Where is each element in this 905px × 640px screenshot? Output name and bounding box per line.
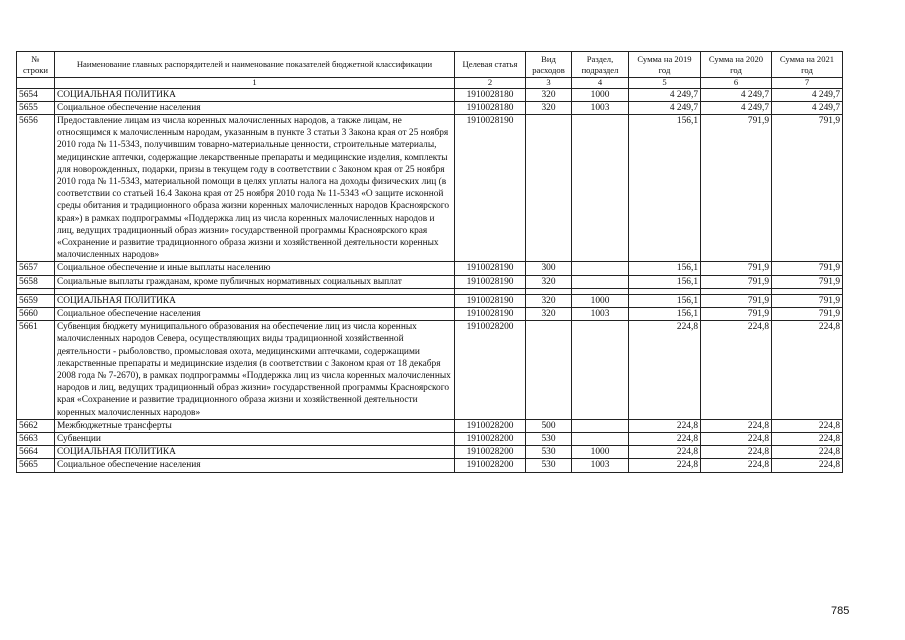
table-row — [17, 294, 843, 307]
row-target-article: 1910028200 — [455, 433, 526, 446]
row-sum-2019: 156,1 — [629, 262, 701, 275]
row-sum-2021: 791,9 — [772, 308, 843, 321]
header-name: Наименование главных распорядителей и наименование показателей бюджетной классификации — [55, 52, 455, 78]
row-sum-2020: 791,9 — [701, 262, 772, 275]
row-target-article: 1910028190 — [455, 294, 526, 307]
row-sum-2019: 4 249,7 — [629, 101, 701, 114]
row-section — [572, 115, 629, 262]
row-name: Субвенции — [55, 433, 455, 446]
column-number: 3 — [526, 78, 572, 89]
row-number: 5659 — [17, 294, 55, 307]
row-name: СОЦИАЛЬНАЯ ПОЛИТИКА — [55, 446, 455, 459]
row-name: Субвенция бюджету муниципального образования на обеспечение лиц из числа коренных малочисленных народов Севера, осуществляющих виды традиционной хозяйственной деятельности - рыболовство, промысловая охота, медицинскими аптечками, содержащими лекарственные препараты и медицинские изделия (в соответствии с Законом края от 18 декабря 2008 года № 7-2670), в рамках подпрограммы «Поддержка лиц из числа коренных малочисленных народов и лиц, ведущих традиционный образ жизни» государственной программы Красноярского края «Сохранение и развитие традиционного образа жизни и хозяйственной деятельности коренных малочисленных народов» — [55, 321, 455, 420]
row-section — [572, 275, 629, 288]
row-expense-type: 320 — [526, 88, 572, 101]
row-section — [572, 419, 629, 432]
row-sum-2020: 224,8 — [701, 446, 772, 459]
row-number: 5656 — [17, 115, 55, 262]
row-sum-2021: 4 249,7 — [772, 88, 843, 101]
row-target-article: 1910028190 — [455, 308, 526, 321]
row-expense-type: 530 — [526, 459, 572, 472]
row-number: 5655 — [17, 101, 55, 114]
row-sum-2021: 791,9 — [772, 115, 843, 262]
row-section: 1003 — [572, 308, 629, 321]
row-sum-2021: 791,9 — [772, 294, 843, 307]
row-target-article: 1910028200 — [455, 459, 526, 472]
row-number: 5658 — [17, 275, 55, 288]
row-sum-2019: 4 249,7 — [629, 88, 701, 101]
row-target-article: 1910028200 — [455, 419, 526, 432]
row-expense-type — [526, 115, 572, 262]
row-expense-type: 500 — [526, 419, 572, 432]
row-name: Социальное обеспечение населения — [55, 101, 455, 114]
row-expense-type: 530 — [526, 446, 572, 459]
row-sum-2019: 224,8 — [629, 459, 701, 472]
row-section: 1000 — [572, 446, 629, 459]
row-sum-2021: 224,8 — [772, 419, 843, 432]
row-sum-2021: 224,8 — [772, 459, 843, 472]
budget-table — [16, 51, 843, 473]
header-section: Раздел, подраздел — [572, 52, 629, 78]
budget-table-sheet — [16, 51, 842, 473]
row-number: 5662 — [17, 419, 55, 432]
row-target-article: 1910028180 — [455, 101, 526, 114]
row-sum-2021: 4 249,7 — [772, 101, 843, 114]
row-name: Предоставление лицам из числа коренных малочисленных народов, а также лицам, не относящимся к малочисленным народам, указанным в пункте 3 статьи 3 Закона края от 25 ноября 2010 года № 11-5343, получившим товарно-материальные ценности, строительные материалы, медицинские аптечки, содержащие лекарственные препараты и медицинские изделия, комплекты для новорожденных, подарки, призы в текущем году в соответствии с Законом края от 25 ноября 2010 года № 11-5343, материальной помощи в целях уплаты налога на доходы физических лиц (в соответствии со статьей 16.4 Закона края от 25 ноября 2010 года № 11-5343 «О защите исконной среды обитания и традиционного образа жизни коренных малочисленных народов Красноярского края») в рамках подпрограммы «Поддержка лиц из числа коренных малочисленных народов и лиц, ведущих традиционный образ жизни» государственной программы Красноярского края «Сохранение и развитие традиционного образа жизни и хозяйственной деятельности коренных малочисленных народов» — [55, 115, 455, 262]
row-target-article: 1910028200 — [455, 321, 526, 420]
row-number: 5661 — [17, 321, 55, 420]
row-target-article: 1910028180 — [455, 88, 526, 101]
row-section: 1003 — [572, 101, 629, 114]
row-name: СОЦИАЛЬНАЯ ПОЛИТИКА — [55, 294, 455, 307]
column-number — [17, 78, 55, 89]
row-target-article: 1910028200 — [455, 446, 526, 459]
row-section — [572, 262, 629, 275]
table-row — [17, 275, 843, 288]
row-sum-2020: 4 249,7 — [701, 88, 772, 101]
row-expense-type: 320 — [526, 275, 572, 288]
header-sum-2021: Сумма на 2021 год — [772, 52, 843, 78]
row-sum-2020: 4 249,7 — [701, 101, 772, 114]
table-row — [17, 419, 843, 432]
table-row — [17, 459, 843, 472]
table-row — [17, 308, 843, 321]
row-sum-2021: 224,8 — [772, 321, 843, 420]
column-number: 2 — [455, 78, 526, 89]
column-number: 6 — [701, 78, 772, 89]
row-name: СОЦИАЛЬНАЯ ПОЛИТИКА — [55, 88, 455, 101]
row-section: 1000 — [572, 88, 629, 101]
row-sum-2020: 224,8 — [701, 321, 772, 420]
table-row — [17, 321, 843, 420]
table-row — [17, 433, 843, 446]
row-sum-2019: 156,1 — [629, 275, 701, 288]
row-sum-2020: 791,9 — [701, 294, 772, 307]
row-sum-2020: 791,9 — [701, 308, 772, 321]
row-sum-2019: 224,8 — [629, 433, 701, 446]
row-section: 1000 — [572, 294, 629, 307]
row-name: Межбюджетные трансферты — [55, 419, 455, 432]
header-sum-2020: Сумма на 2020 год — [701, 52, 772, 78]
row-section — [572, 321, 629, 420]
row-number: 5663 — [17, 433, 55, 446]
row-sum-2021: 791,9 — [772, 275, 843, 288]
table-row — [17, 262, 843, 275]
column-number: 4 — [572, 78, 629, 89]
row-expense-type: 300 — [526, 262, 572, 275]
header-row-number: № строки — [17, 52, 55, 78]
row-sum-2019: 156,1 — [629, 308, 701, 321]
column-number-row — [17, 78, 843, 89]
row-sum-2019: 224,8 — [629, 419, 701, 432]
header-sum-2019: Сумма на 2019 год — [629, 52, 701, 78]
header-expense-type: Вид расходов — [526, 52, 572, 78]
table-row — [17, 446, 843, 459]
row-name: Социальное обеспечение населения — [55, 459, 455, 472]
row-expense-type: 320 — [526, 308, 572, 321]
column-number: 1 — [55, 78, 455, 89]
column-number: 7 — [772, 78, 843, 89]
row-sum-2019: 156,1 — [629, 115, 701, 262]
row-name: Социальные выплаты гражданам, кроме публичных нормативных социальных выплат — [55, 275, 455, 288]
row-name: Социальное обеспечение населения — [55, 308, 455, 321]
row-sum-2020: 224,8 — [701, 459, 772, 472]
row-number: 5660 — [17, 308, 55, 321]
row-expense-type: 320 — [526, 294, 572, 307]
row-number: 5657 — [17, 262, 55, 275]
row-sum-2020: 791,9 — [701, 275, 772, 288]
row-target-article: 1910028190 — [455, 275, 526, 288]
row-name: Социальное обеспечение и иные выплаты населению — [55, 262, 455, 275]
row-sum-2020: 224,8 — [701, 433, 772, 446]
row-sum-2019: 224,8 — [629, 446, 701, 459]
row-sum-2020: 224,8 — [701, 419, 772, 432]
header-target-article: Целевая статья — [455, 52, 526, 78]
row-sum-2021: 224,8 — [772, 446, 843, 459]
row-sum-2021: 791,9 — [772, 262, 843, 275]
table-row — [17, 88, 843, 101]
table-row — [17, 101, 843, 114]
row-section: 1003 — [572, 459, 629, 472]
table-row — [17, 115, 843, 262]
row-number: 5665 — [17, 459, 55, 472]
row-target-article: 1910028190 — [455, 262, 526, 275]
row-expense-type: 530 — [526, 433, 572, 446]
row-sum-2019: 224,8 — [629, 321, 701, 420]
row-number: 5664 — [17, 446, 55, 459]
row-sum-2021: 224,8 — [772, 433, 843, 446]
column-number: 5 — [629, 78, 701, 89]
table-header-row — [17, 52, 843, 78]
row-expense-type — [526, 321, 572, 420]
page-number: 785 — [831, 605, 850, 617]
row-target-article: 1910028190 — [455, 115, 526, 262]
row-sum-2019: 156,1 — [629, 294, 701, 307]
row-section — [572, 433, 629, 446]
row-sum-2020: 791,9 — [701, 115, 772, 262]
row-number: 5654 — [17, 88, 55, 101]
row-expense-type: 320 — [526, 101, 572, 114]
